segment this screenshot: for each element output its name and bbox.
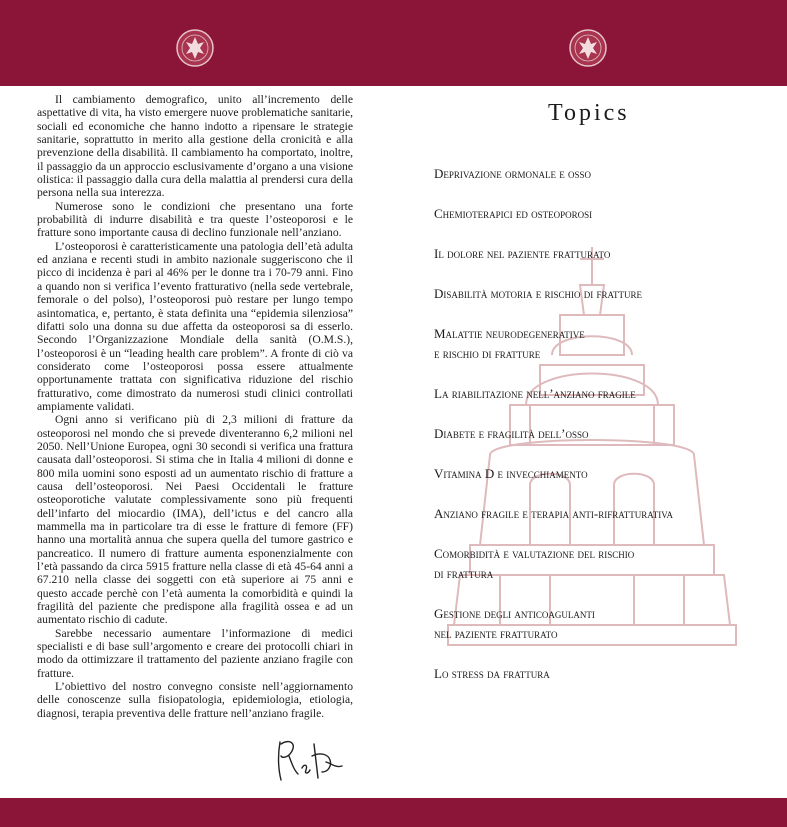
topics-title: Topics: [548, 100, 630, 126]
topic-line: nel paziente fratturato: [434, 626, 558, 641]
topic-line: Vitamina D e invecchiamento: [434, 466, 588, 481]
topic-line: di frattura: [434, 566, 494, 581]
handwritten-signature: [272, 734, 348, 786]
topic-line: Anziano fragile e terapia anti-rifratturativa: [434, 506, 674, 521]
university-seal-icon: [568, 28, 608, 68]
topic-line: Disabilità motoria e rischio di fratture: [434, 286, 642, 301]
topic-item: [434, 244, 774, 264]
topic-line: e rischio di fratture: [434, 346, 541, 361]
top-banner: [0, 0, 787, 86]
topic-line: Diabete e fragilità dell’osso: [434, 426, 589, 441]
topic-item: [434, 204, 774, 224]
intro-paragraph: L’osteoporosi è caratteristicamente una patologia dell’età adulta ed anziana e recenti studi in ambito nazionale suggeriscono che il picco di incidenza è pari al 46% per le donne tra i 70-79 anni. Fino a quando non si verifica l’evento fratturativo (nella sede vertebrale, femorale o del polso), l’osteoporosi può restare per lungo tempo asintomatica, e, pertanto, è stata definita una “epidemia silenziosa” difatti solo una donna su due affetta da osteoporosi sa di esserlo. Secondo l’Organizzazione Mondiale della sanità (O.M.S.), l’osteoporosi è un “leading health care problem”. A fronte di ciò va considerato come l’osteoporosi possa essere attualmente opportunamente trattata con significativa riduzione del rischio fratturativo, come dimostrato da numerosi studi clinici controllati ampiamente validati.: [37, 239, 353, 413]
topic-line: Malattie neurodegenerative: [434, 326, 585, 341]
topic-item: [434, 424, 774, 444]
intro-paragraph: Ogni anno si verificano più di 2,3 milioni di fratture da osteoporosi nel mondo che si prevede diventeranno 6,2 milioni nel 2050. Nell’Unione Europea, ogni 30 secondi si verifica una frattura causata dall’osteoporosi. Si stima che in Italia 4 milioni di donne e 800 mila uomini sono esposti ad un aumentato rischio di fratture a causa dell’osteoporosi. Nei Paesi Occidentali le fratture osteoporotiche valutate complessivamente sono più frequenti dell’infarto del miocardio (IMA), dell’ictus e del cancro alla mammella ma in particolare tra di esse le fratture di femore (FF) hanno una mortalità annua che supera quella del tumore gastrico e pancreatico. Il numero di fratture aumenta esponenzialmente con l’età passando da circa 5915 fratture nella classe di età 45-64 anni a 67.210 nella classe dei soggetti con età superiore ai 75 anni e questo accade perchè con l’età aumenta la comorbidità e quindi la fragilità del paziente che predispone alla fragilità ossea e ad un aumentato rischio di cadute.: [37, 413, 353, 627]
topic-item: [434, 464, 774, 484]
topics-list: [434, 164, 774, 684]
intro-paragraph: Sarebbe necessario aumentare l’informazione di medici specialisti e di base sull’argomento e creare dei protocolli chiari in modo da ottimizzare il trattamento del paziente anziano fragile con fratture.: [37, 626, 353, 680]
topic-item: [434, 384, 774, 404]
topic-line: Comorbidità e valutazione del rischio: [434, 546, 635, 561]
university-seal-icon: [175, 28, 215, 68]
topic-line: Chemioterapici ed osteoporosi: [434, 206, 593, 221]
topic-line: Lo stress da frattura: [434, 666, 550, 681]
topic-item: [434, 284, 774, 304]
topic-item: [434, 164, 774, 184]
topic-item: [434, 504, 774, 524]
topic-item: [434, 664, 774, 684]
intro-paragraph: L’obiettivo del nostro convegno consiste nell’aggiornamento delle conoscenze sulla fisiopatologia, epidemiologia, etiologia, diagnosi, terapia preventiva delle fratture nell’anziano fragile.: [37, 680, 353, 720]
intro-paragraph: Numerose sono le condizioni che presentano una forte probabilità di indurre disabilità e tra queste l’osteoporosi e le fratture sono importante causa di declino funzionale nell’anziano.: [37, 199, 353, 240]
topic-item: [434, 324, 774, 364]
topic-line: Deprivazione ormonale e osso: [434, 166, 591, 181]
topic-line: La riabilitazione nell’anziano fragile: [434, 386, 636, 401]
topic-line: Gestione degli anticoagulanti: [434, 606, 595, 621]
topic-item: [434, 544, 774, 584]
intro-paragraph: Il cambiamento demografico, unito all’incremento delle aspettative di vita, ha visto emergere nuove problematiche sanitarie, sociali ed economiche che hanno indotto a ripensare le strategie sanitarie, soprattutto in merito alla gestione della cronicità e alla prevenzione della disabilità. Il cambiamento ha comportato, inoltre, il passaggio da un approccio esclusivamente d’organo a una visione olistica: il passaggio dalla cura della malattia al prendersi cura della persona nella sua interezza.: [37, 93, 353, 200]
topic-line: Il dolore nel paziente fratturato: [434, 246, 611, 261]
bottom-banner: [0, 798, 787, 827]
topic-item: [434, 604, 774, 644]
introduction-text: [37, 93, 353, 720]
